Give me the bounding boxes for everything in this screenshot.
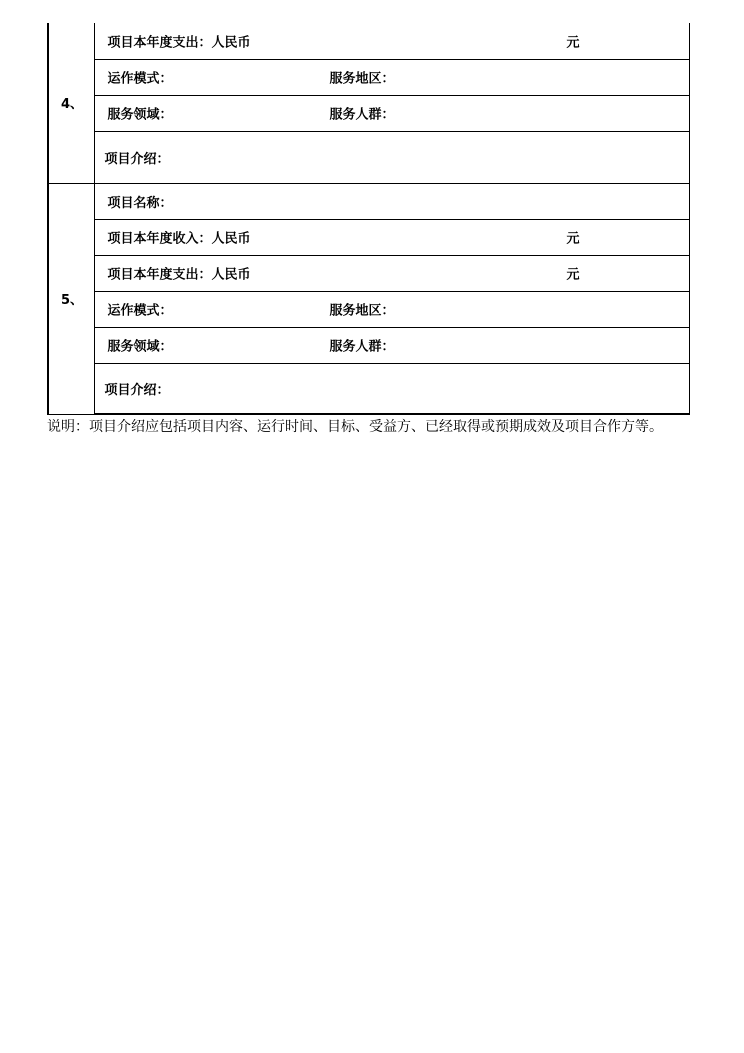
mode-label: 运作模式： [107, 71, 173, 87]
mode-label: 运作模式： [107, 303, 173, 319]
table-row [48, 183, 689, 219]
row-number-4: 4、 [48, 23, 94, 183]
intro-field [94, 363, 689, 414]
note-text: 说明：项目介绍应包括项目内容、运行时间、目标、受益方、已经取得或预期成效及项目合作方等。 [47, 419, 663, 435]
project-form-table [47, 23, 690, 415]
intro-label: 项目介绍： [104, 382, 170, 398]
table-row [48, 255, 689, 291]
expense-field [94, 23, 689, 59]
intro-label: 项目介绍： [104, 151, 170, 167]
expense-unit: 元 [566, 35, 580, 51]
name-label: 项目名称： [107, 195, 173, 211]
table-row [48, 291, 689, 327]
table-row [48, 95, 689, 131]
table-row [48, 59, 689, 95]
people-label: 服务人群： [329, 107, 395, 123]
expense-unit: 元 [566, 267, 580, 283]
area-label: 服务地区： [329, 71, 395, 87]
income-unit: 元 [566, 231, 580, 247]
table-row [48, 363, 689, 414]
table-row [48, 219, 689, 255]
domain-label: 服务领域： [107, 339, 173, 355]
expense-label: 项目本年度支出：人民币 [107, 267, 251, 283]
table-row [48, 327, 689, 363]
table-row [48, 23, 689, 59]
domain-people-field [94, 95, 689, 131]
mode-area-field [94, 59, 689, 95]
table-row [48, 131, 689, 183]
area-label: 服务地区： [329, 303, 395, 319]
mode-area-field [94, 291, 689, 327]
expense-field [94, 255, 689, 291]
income-field [94, 219, 689, 255]
domain-people-field [94, 327, 689, 363]
row-number-5: 5、 [48, 183, 94, 414]
income-label: 项目本年度收入：人民币 [107, 231, 251, 247]
people-label: 服务人群： [329, 339, 395, 355]
intro-field [94, 131, 689, 183]
name-field [94, 183, 689, 219]
domain-label: 服务领域： [107, 107, 173, 123]
expense-label: 项目本年度支出：人民币 [107, 35, 251, 51]
